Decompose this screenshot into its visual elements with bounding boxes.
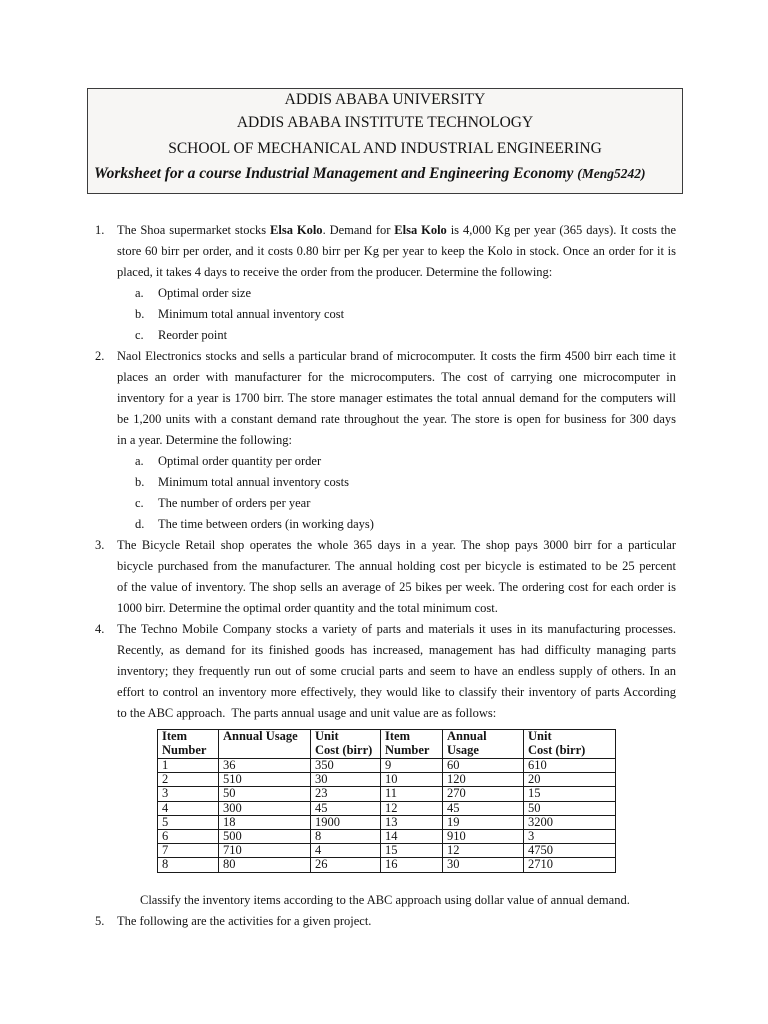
question-5 (0, 911, 768, 932)
table-row (158, 844, 616, 858)
header-unit-cost (524, 730, 616, 759)
header-line: Number (385, 742, 430, 757)
school-name: SCHOOL OF MECHANICAL AND INDUSTRIAL ENGINEERING (168, 140, 602, 157)
header-line: Cost (birr) (315, 742, 373, 757)
sub-item (0, 472, 768, 493)
table-cell: 50 (524, 801, 616, 815)
table-cell: 11 (381, 787, 443, 801)
table-cell: 80 (219, 858, 311, 872)
table-cell: 2 (158, 773, 219, 787)
header-annual-usage (219, 730, 311, 759)
table-cell: 510 (219, 773, 311, 787)
question-line: Naol Electronics stocks and sells a particular brand of microcomputer. It costs the firm 4500 birr each time it (117, 349, 676, 363)
table-cell: 10 (381, 773, 443, 787)
table-cell: 6 (158, 830, 219, 844)
table-cell: 12 (381, 801, 443, 815)
table-cell: 4750 (524, 844, 616, 858)
table-cell: 36 (219, 759, 311, 773)
table-cell: 20 (524, 773, 616, 787)
sub-item-label: a. (135, 454, 144, 468)
header-line: Cost (birr) (528, 742, 586, 757)
sub-item-text: Optimal order quantity per order (158, 454, 322, 468)
table-cell: 4 (158, 801, 219, 815)
university-name: ADDIS ABABA UNIVERSITY (284, 91, 486, 108)
header-line: Annual Usage (223, 729, 298, 743)
table-cell: 710 (219, 844, 311, 858)
table-row (158, 759, 616, 773)
product-name: Elsa Kolo (270, 223, 323, 237)
table-row (158, 773, 616, 787)
question-1 (0, 220, 768, 346)
table-cell: 19 (443, 815, 524, 829)
table-row (158, 858, 616, 872)
table-cell: 1900 (311, 815, 381, 829)
table-cell: 8 (311, 830, 381, 844)
header-line: Usage (447, 742, 479, 757)
table-cell: 14 (381, 830, 443, 844)
table-cell: 910 (443, 830, 524, 844)
table-cell: 50 (219, 787, 311, 801)
sub-item-label: b. (135, 307, 145, 321)
question-number: 3. (95, 538, 105, 552)
table-cell: 610 (524, 759, 616, 773)
question-4 (0, 619, 768, 911)
question-line: 1000 birr. Determine the optimal order quantity and the total minimum cost. (117, 601, 498, 615)
header-line: Item (385, 729, 410, 743)
question-number: 2. (95, 349, 105, 363)
question-line: The following are the activities for a given project. (117, 913, 372, 928)
sub-item (0, 451, 768, 472)
table-cell: 30 (311, 773, 381, 787)
table-row (158, 801, 616, 815)
table-cell: 4 (311, 844, 381, 858)
question-line: Recently, as demand for its finished goods has increased, management has had difficulty managing parts (117, 643, 676, 657)
sub-item-label: c. (135, 328, 144, 342)
text-segment: . Demand for (322, 223, 395, 237)
table-row (158, 787, 616, 801)
institute-name: ADDIS ABABA INSTITUTE TECHNOLOGY (236, 114, 534, 131)
sub-item (0, 493, 768, 514)
sub-item (0, 325, 768, 346)
table-cell: 350 (311, 759, 381, 773)
sub-item-text: Minimum total annual inventory costs (158, 475, 349, 489)
header-unit-cost (311, 730, 381, 759)
question-line: effort to control an inventory more effectively, they would like to classify their inventory of parts According (117, 685, 676, 699)
table-cell: 3 (158, 787, 219, 801)
sub-item-label: d. (135, 517, 145, 531)
table-cell: 5 (158, 815, 219, 829)
table-row (158, 815, 616, 829)
table-row (158, 830, 616, 844)
question-list (0, 220, 768, 932)
table-cell: 45 (311, 801, 381, 815)
question-number: 4. (95, 622, 105, 636)
header-line: Unit (528, 729, 552, 743)
table-cell: 270 (443, 787, 524, 801)
abc-inventory-table (157, 729, 616, 873)
question-2 (0, 346, 768, 535)
table-cell: 45 (443, 801, 524, 815)
table-cell: 26 (311, 858, 381, 872)
table-cell: 16 (381, 858, 443, 872)
table-cell: 500 (219, 830, 311, 844)
product-name: Elsa Kolo (394, 223, 447, 237)
sub-item-text: Minimum total annual inventory cost (158, 307, 345, 321)
table-cell: 8 (158, 858, 219, 872)
text-segment: The Shoa supermarket stocks (117, 223, 271, 237)
table-cell: 9 (381, 759, 443, 773)
table-cell: 15 (524, 787, 616, 801)
question-line: placed, it takes 4 days to receive the order from the producer. Determine the following: (117, 265, 553, 279)
table-cell: 30 (443, 858, 524, 872)
question-line: in a year. Determine the following: (117, 433, 292, 447)
question-line: inventory; they frequently run out of some crucial parts and seem to have an endless supply of others. In an (117, 664, 676, 678)
header-annual-usage (443, 730, 524, 759)
table-cell: 2710 (524, 858, 616, 872)
table-cell: 23 (311, 787, 381, 801)
header-item-number (158, 730, 219, 759)
table-cell: 12 (443, 844, 524, 858)
sub-item-label: a. (135, 286, 144, 300)
sub-item-text: The number of orders per year (158, 496, 311, 510)
worksheet-header-box (87, 88, 683, 194)
question-line: places an order with manufacturer for the microcomputers. The cost of carrying one microcomputer in (117, 370, 676, 384)
sub-item (0, 283, 768, 304)
header-line: Unit (315, 729, 339, 743)
sub-item (0, 514, 768, 535)
worksheet-title-line (94, 163, 646, 185)
table-cell: 15 (381, 844, 443, 858)
table-cell: 1 (158, 759, 219, 773)
table-cell: 3200 (524, 815, 616, 829)
classification-instruction: Classify the inventory items according to the ABC approach using dollar value of annual demand. (140, 892, 630, 907)
header-line: Item (162, 729, 187, 743)
question-line (117, 220, 676, 241)
text-segment: is 4,000 Kg per year (365 days). It costs the (446, 223, 676, 237)
header-line: Number (162, 742, 207, 757)
question-line: The Bicycle Retail shop operates the whole 365 days in a year. The shop pays 3000 birr for a particular (117, 538, 676, 552)
sub-item-text: The time between orders (in working days) (158, 517, 374, 531)
question-3 (0, 535, 768, 619)
question-number: 5. (95, 913, 105, 928)
table-cell: 3 (524, 830, 616, 844)
question-line: of the value of inventory. The shop sells an average of 25 bikes per week. The ordering cost for each order is (117, 580, 676, 594)
table-cell: 13 (381, 815, 443, 829)
question-line: store 60 birr per order, and it costs 0.80 birr per Kg per year to keep the Kolo in stock. Once an order for it is (117, 244, 676, 258)
table-cell: 120 (443, 773, 524, 787)
header-item-number (381, 730, 443, 759)
sub-item-text: Optimal order size (158, 286, 252, 300)
table-cell: 60 (443, 759, 524, 773)
question-line: The Techno Mobile Company stocks a variety of parts and materials it uses in its manufacturing processes. (117, 622, 676, 636)
question-line: bicycle purchased from the manufacturer. The annual holding cost per bicycle is estimated to be 25 percent (117, 559, 676, 573)
course-code: (Meng5242) (577, 166, 646, 181)
worksheet-title: Worksheet for a course Industrial Management and Engineering Economy (94, 165, 574, 182)
sub-item (0, 304, 768, 325)
question-line: to the ABC approach. The parts annual usage and unit value are as follows: (117, 706, 497, 720)
question-line: be 1,200 units with a constant demand rate throughout the year. The store is open for business for 300 days (117, 412, 676, 426)
table-cell: 18 (219, 815, 311, 829)
sub-item-label: b. (135, 475, 145, 489)
question-line: inventory for a year is 1700 birr. The store manager estimates the total annual demand for the computers will (117, 391, 676, 405)
table-header-row (158, 730, 616, 759)
header-line: Annual (447, 729, 487, 743)
table-cell: 300 (219, 801, 311, 815)
question-number: 1. (95, 223, 105, 237)
sub-item-label: c. (135, 496, 144, 510)
table-cell: 7 (158, 844, 219, 858)
sub-item-text: Reorder point (158, 328, 228, 342)
